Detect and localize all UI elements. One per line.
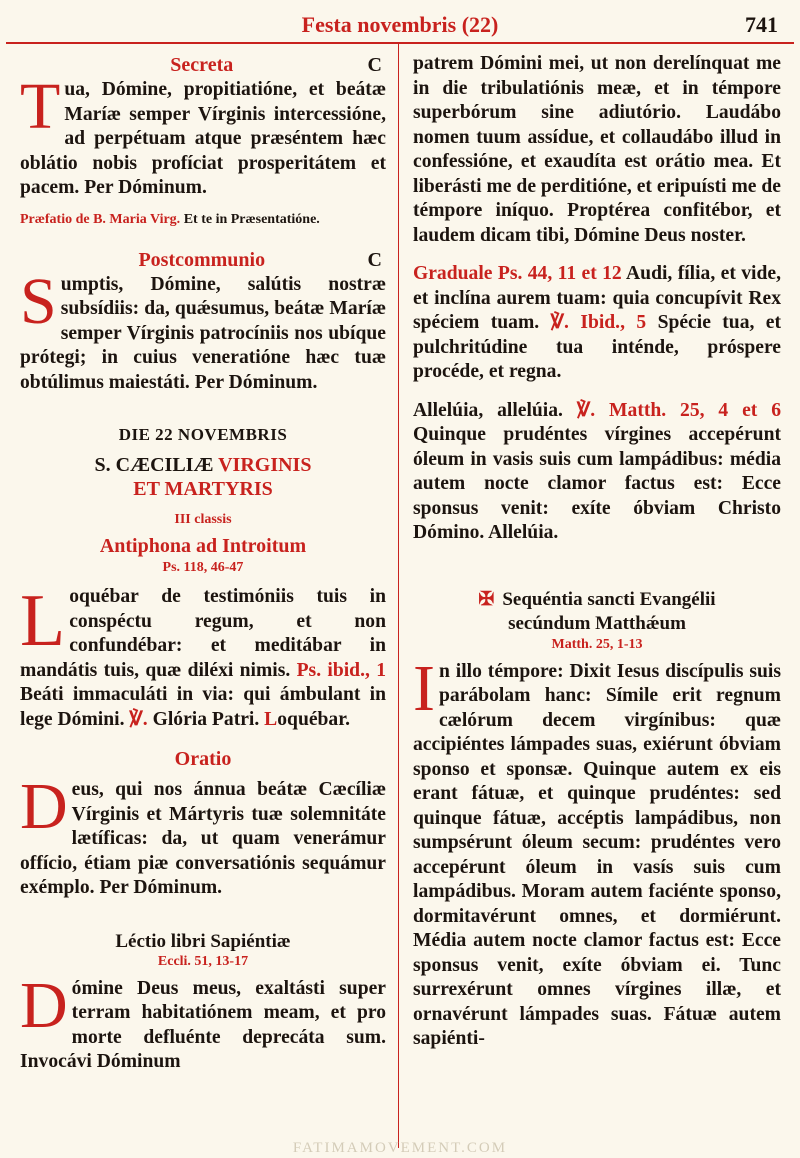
graduale-ref: Ibid., 5: [580, 312, 647, 333]
introit-text: [20, 580, 386, 732]
oratio-body: eus, qui nos ánnua beátæ Cæcíliæ Vírginis et Mártyris tuæ solemnitáte lætíficas: da, ut quam venerámur offício, étiam piæ conversatiónis sequámur exémplo. Per Dóminum.: [20, 779, 386, 898]
versicle-icon: ℣.: [129, 708, 148, 730]
praefatio-note: [20, 211, 386, 229]
gospel-body: n illo témpore: Dixit Iesus discípulis suis parábolam hanc: Símile erit regnum cælórum decem virgínibus: quæ accipiéntes lámpades suas, exiérunt óbviam sponso et sponsæ. Quinque autem ex eis erant fátuæ, et quinque prudéntes: sed quinque fátuæ, accéptis lampádibus, non sumpsérunt óleum secum: prudéntes vero accepérunt óleum in vasís suis cum lampádibus. Moram autem faciénte sponso, dormitavérunt omnes, et dormiérunt. Média autem nocte clamor factus est: Ecce sponsus venit, exíte óbviam ei. Tunc surrexérunt omnes vírgines illæ, et ornavérunt lámpades suas. Fátuæ autem sapiénti-: [413, 660, 781, 1049]
introit-repeat-rest: oquébar.: [277, 708, 351, 730]
secreta-mark: C: [367, 54, 382, 76]
feast-name: [20, 453, 386, 501]
graduale-body-1: Audi, fília, et vide, et inclína aurem tuam: quia concupívit Rex spéciem tuam.: [413, 263, 781, 333]
page-number: 741: [745, 12, 778, 37]
right-column: [413, 52, 781, 1052]
feast-name-red-2: ET MARTYRIS: [133, 478, 273, 500]
drop-cap: S: [20, 264, 57, 338]
feast-class: III classis: [174, 512, 232, 527]
oratio-text: [20, 770, 386, 901]
header-rule: [6, 42, 794, 44]
secreta-body: ua, Dómine, propitiatióne, et beátæ Maríæ semper Vírginis intercessióne, ad perpétuam atque præséntem hæc oblátio nobis profíciat prosperitátem et pacem. Per Dóminum.: [20, 79, 386, 198]
drop-cap: D: [20, 770, 68, 843]
praefatio-label: Præfatio de B. Maria Virg.: [20, 211, 181, 227]
alleluia-ref: Matth. 25, 4 et 6: [609, 399, 781, 421]
oratio-title: Oratio: [174, 748, 232, 770]
postcommunio-mark: C: [367, 248, 382, 271]
running-title: Festa novembris (22): [301, 12, 499, 37]
feast-name-black: S. CÆCILIÆ: [94, 454, 214, 476]
secreta-title: Secreta: [170, 54, 234, 76]
feast-date: DIE 22 NOVEMBRIS: [118, 425, 288, 444]
postcommunio-heading: [20, 247, 386, 273]
gospel-ref: Matth. 25, 1-13: [551, 636, 643, 652]
lectio-ref: Eccli. 51, 13-17: [157, 953, 249, 969]
gospel-title: [413, 588, 781, 636]
graduale-body-2: Spécie tua, et pulchritúdine tua inténde, próspere procéde, et regna.: [413, 312, 782, 382]
introit-gloria: Glória Patri.: [152, 708, 260, 730]
lectio-text: [20, 968, 386, 1075]
alleluia-text: [413, 399, 781, 546]
graduale-text: [413, 262, 781, 385]
lectio-continuation: patrem Dómini mei, ut non derelínquat me in die tribulatiónis meæ, et in témpore superbórum sine adiutório. Laudábo nomen tuum assídue, et collaudábo illud in confessióne, et exaudíta est orátio mea. Et liberásti me de perditióne, et eripuísti me de témpore iníquo. Proptérea confitébor, et laudem dicam tibi, Dómine Deus noster.: [413, 53, 781, 246]
feast-name-red-1: VIRGINIS: [218, 454, 312, 476]
left-column: [20, 52, 386, 1075]
introit-body: oquébar de testimóniis tuis in conspéctu regum, et non confundébar: et meditábar in mandátis tuis, quæ diléxi nimis.: [20, 586, 386, 681]
postcommunio-title: Postcommunio: [138, 248, 266, 271]
drop-cap: D: [20, 968, 68, 1042]
alleluia-body-2: Quinque prudéntes vírgines accepérunt óleum in vasis suis cum lampádibus: média autem nocte clamor factus est: Ecce sponsus venit: exíte óbviam Christo Dómino. Allelúia.: [413, 424, 781, 543]
gospel-title-1: Sequéntia sancti Evangélii: [502, 588, 716, 610]
postcommunio-body: umptis, Dómine, salútis nostræ subsídiis: da, quǽsumus, beátæ Maríæ semper Vírginis patrocíniis nos ubíque prótegi; in cuius veneratióne hæc tuæ obtúlimus maiestáti. Per Dóminum.: [20, 273, 386, 393]
lectio-body: ómine Deus meus, exaltásti super terram habitatiónem meam, et pro morte defluénte deprecáta sum. Invocávi Dóminum: [20, 977, 386, 1072]
praefatio-text: Et te in Præsentatióne.: [180, 211, 320, 227]
drop-cap: I: [413, 651, 435, 725]
gospel-text: [413, 651, 781, 1052]
graduale-label: Graduale Ps. 44, 11 et 12: [413, 263, 622, 284]
introit-psalm-text: Beáti immaculáti in via: qui ámbulant in lege Dómini.: [20, 684, 386, 730]
watermark: FATIMAMOVEMENT.COM: [292, 1140, 508, 1156]
column-divider: [398, 44, 399, 1148]
secreta-heading: [20, 52, 386, 78]
introit-ref: Ps. 118, 46-47: [162, 560, 244, 575]
versicle-icon: ℣.: [550, 312, 569, 333]
drop-cap: L: [20, 580, 66, 662]
gospel-title-2: secúndum Matthǽum: [508, 612, 686, 634]
alleluia-body-1: Allelúia, allelúia.: [413, 399, 563, 421]
cross-icon: ✠: [478, 588, 495, 610]
secreta-text: [20, 70, 386, 201]
drop-cap: T: [20, 70, 61, 143]
versicle-icon: ℣.: [576, 399, 596, 421]
page-header: [0, 0, 800, 46]
postcommunio-text: [20, 264, 386, 396]
introit-repeat-initial: L: [264, 708, 278, 730]
introit-psalm-ref: Ps. ibid., 1: [296, 659, 386, 681]
introit-title: Antiphona ad Introitum: [99, 535, 307, 557]
lectio-title: Léctio libri Sapiéntiæ: [115, 930, 291, 952]
